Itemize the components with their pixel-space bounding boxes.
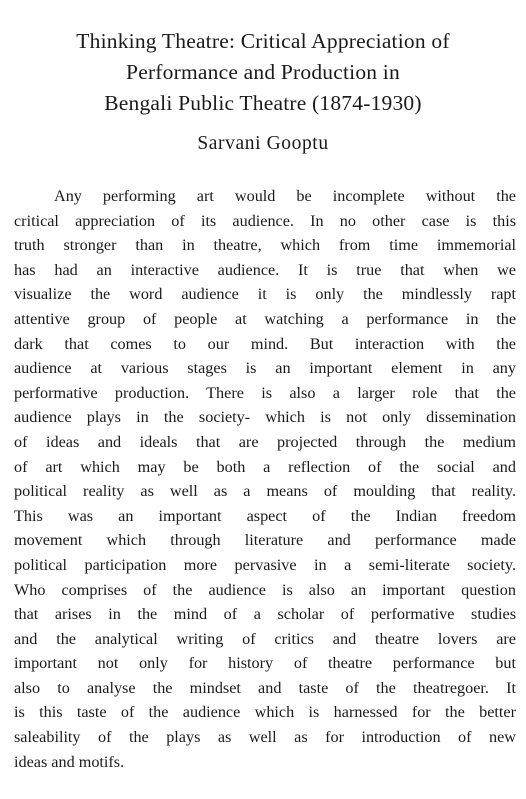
paragraph-line: attentive group of people at watching a performance in the [14, 309, 516, 328]
title-line: Performance and Production in [126, 60, 400, 84]
paragraph-line: movement which through literature and performance made [14, 531, 516, 550]
title-line: Thinking Theatre: Critical Appreciation of [76, 29, 450, 53]
paragraph-line: saleability of the plays as well as for introduction of new [14, 728, 516, 747]
paragraph-line: truth stronger than in theatre, which from time immemorial [14, 236, 516, 255]
paragraph-line: visualize the word audience it is only the mindlessly rapt [14, 285, 516, 304]
paragraph-line: also to analyse the mindset and taste of the theatregoer. It [14, 678, 516, 697]
paragraph-line: critical appreciation of its audience. In no other case is this [14, 211, 516, 230]
paragraph-line: important not only for history of theatre performance but [14, 654, 516, 673]
document-title [0, 26, 526, 119]
paragraph-line: has had an interactive audience. It is true that when we [14, 260, 516, 279]
paragraph-line: This was an important aspect of the Indian freedom [14, 506, 516, 525]
paragraph-line: is this taste of the audience which is harnessed for the better [14, 703, 516, 722]
paragraph-line: dark that comes to our mind. But interaction with the [14, 334, 516, 353]
paragraph-line: political reality as well as a means of moulding that reality. [14, 482, 516, 501]
body-paragraph [14, 184, 516, 774]
paragraph-line: and the analytical writing of critics and theatre lovers are [14, 629, 516, 648]
paragraph-line: Who comprises of the audience is also an important question [14, 580, 516, 599]
title-line: Bengali Public Theatre (1874-1930) [104, 91, 422, 115]
author-name: Sarvani Gooptu [197, 133, 329, 154]
paragraph-line: of ideas and ideals that are projected through the medium [14, 432, 516, 451]
paragraph-line: performative production. There is also a larger role that the [14, 383, 516, 402]
paragraph-line: Any performing art would be incomplete without the [54, 187, 516, 205]
paragraph-line: ideas and motifs. [14, 752, 125, 771]
paragraph-line: political participation more pervasive in a semi-literate society. [14, 555, 516, 574]
paragraph-line: that arises in the mind of a scholar of performative studies [14, 605, 516, 624]
paragraph-line: of art which may be both a reflection of the social and [14, 457, 516, 476]
paragraph-line: audience at various stages is an important element in any [14, 359, 516, 378]
paragraph-line: audience plays in the society- which is not only dissemination [14, 408, 516, 427]
